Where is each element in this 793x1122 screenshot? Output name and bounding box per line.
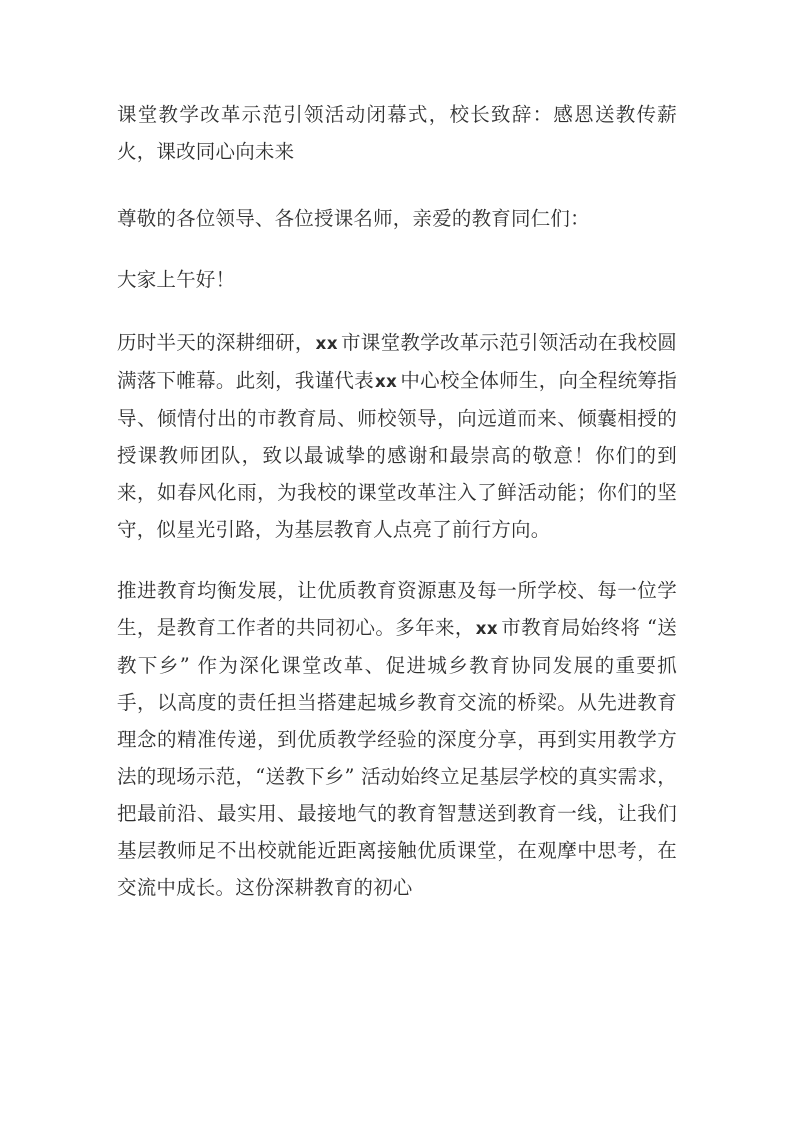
placeholder-token: xx: [475, 619, 499, 638]
greeting-line: 大家上午好！: [117, 268, 236, 291]
document-title: 课堂教学改革示范引领活动闭幕式，校长致辞：感恩送教传薪火，课改同心向未来: [117, 103, 677, 163]
paragraph-thanks: 历时半天的深耕细研，xx 市课堂教学改革示范引领活动在我校圆满落下帷幕。此刻，我谨代表xx 中心校全体师生，向全程统筹指导、倾情付出的市教育局、师校领导，向远道而来、倾囊相授的授课教师团队，致以最诚挚的感谢和最崇高的敬意！你们的到来，如春风化雨，为我校的课堂改革注入了鲜活动能；你们的坚守，似星光引路，为基层教育人点亮了前行方向。: [117, 331, 677, 541]
placeholder-token: xx: [315, 334, 338, 353]
salutation-line: 尊敬的各位领导、各位授课名师，亲爱的教育同仁们：: [117, 207, 590, 230]
placeholder-token: xx: [374, 372, 398, 391]
paragraph-balanced-development: 推进教育均衡发展，让优质教育资源惠及每一所学校、每一位学生，是教育工作者的共同初心。多年来，xx 市教育局始终将 “送教下乡” 作为深化课堂改革、促进城乡教育协同发展的重要抓手，以高度的责任担当搭建起城乡教育交流的桥梁。从先进教育理念的精准传递，到优质教学经验的深度分享，再到实用教学方法的现场示范，“送教下乡” 活动始终立足基层学校的真实需求，把最前沿、最实用、最接地气的教育智慧送到教育一线，让我们基层教师足不出校就能近距离接触优质课堂，在观摩中思考，在交流中成长。这份深耕教育的初心: [117, 579, 677, 899]
document-body: [117, 96, 677, 930]
